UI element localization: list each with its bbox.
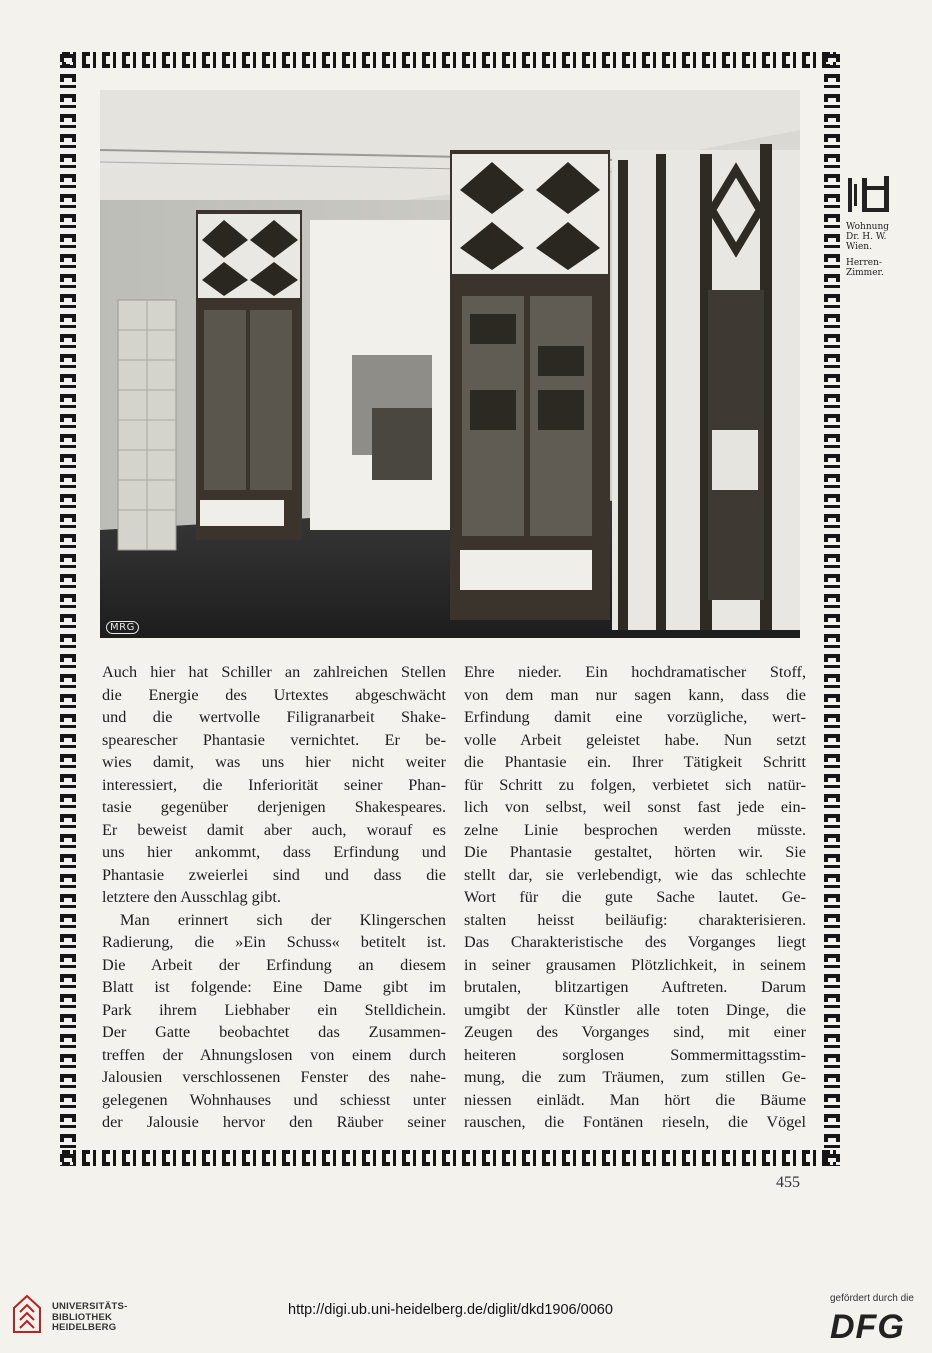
ornamental-border-bottom <box>60 1150 840 1166</box>
page-number: 455 <box>776 1174 800 1191</box>
text-column-left <box>102 661 446 1134</box>
text-line: umgibt der Künstler alle toten Dinge, die <box>464 1000 806 1019</box>
text-line: Wort für die gute Sache lautet. Ge- <box>464 888 806 906</box>
text-line: mung, die zum Träumen, zum stillen Ge- <box>464 1068 806 1086</box>
text-line: interessiert, die Inferiorität seiner Phan- <box>102 775 446 794</box>
text-line: volle Arbeit geleistet habe. Nun setzt <box>464 730 806 749</box>
text-line: der Jalousie hervor den Räuber seiner <box>102 1113 446 1131</box>
text-line: gelegenen Wohnhauses und schiesst unter <box>102 1090 446 1109</box>
text-line: Man erinnert sich der Klingerschen <box>120 910 446 929</box>
text-line: Erfindung damit eine vorzügliche, wert- <box>464 708 806 726</box>
caption-line: Zimmer. <box>846 268 884 278</box>
dfg-logo: DFG <box>830 1308 905 1346</box>
photographer-mark: MRG <box>106 621 139 634</box>
text-line: stalten heisst beiläufig: charakterisieren. <box>464 910 806 929</box>
text-line: Phantasie zweierlei sind und dass die <box>102 865 446 884</box>
text-line: treffen der Ahnungslosen von einem durch <box>102 1045 446 1064</box>
text-column-right <box>464 661 806 1134</box>
text-line: die Energie des Urtextes abgeschwächt <box>102 685 446 704</box>
text-line: Blatt ist folgende: Eine Dame gibt im <box>102 978 446 996</box>
source-url-link[interactable]: http://digi.ub.uni-heidelberg.de/diglit/dkd1906/0060 <box>288 1302 613 1318</box>
interior-photograph <box>100 90 800 638</box>
interior-photograph-drawing <box>100 90 800 638</box>
text-line: für Schritt zu folgen, verbietet sich natür- <box>464 775 806 794</box>
monogram-icon <box>846 172 906 216</box>
text-line: in seiner grausamen Plötzlichkeit, in seinem <box>464 955 806 974</box>
text-line: letztere den Ausschlag gibt. <box>102 888 281 906</box>
text-line: Die Phantasie gestaltet, hörten wir. Sie <box>464 843 806 861</box>
text-line: Auch hier hat Schiller an zahlreichen Stellen <box>102 663 446 681</box>
text-line: stellt dar, sie verlebendigt, wie das schlechte <box>464 865 806 884</box>
library-name-line: HEIDELBERG <box>52 1322 117 1333</box>
text-line: von dem man nur sagen kann, dass die <box>464 685 806 704</box>
text-line: die Phantasie ein. Ihrer Tätigkeit Schritt <box>464 753 806 771</box>
caption-line: Dr. H. W. <box>846 232 887 242</box>
caption-line: Wohnung <box>846 222 890 232</box>
text-line: heiteren sorglosen Sommermittagsstim- <box>464 1045 806 1064</box>
paragraph <box>102 661 446 909</box>
text-line: Der Gatte beobachtet das Zusammen- <box>102 1023 446 1041</box>
caption-line: Wien. <box>846 242 872 252</box>
text-line: Park ihrem Liebhaber ein Stelldichein. <box>102 1000 446 1019</box>
text-line: Das Charakteristische des Vorganges liegt <box>464 933 806 951</box>
library-name-line: BIBLIOTHEK <box>52 1311 113 1323</box>
text-line: tasie gegenüber derjenigen Shakespeares. <box>102 798 446 816</box>
text-line: und die wertvolle Filigranarbeit Shake- <box>102 708 446 726</box>
text-line: spearescher Phantasie vernichtet. Er be- <box>102 730 446 749</box>
image-caption <box>846 222 926 278</box>
text-line: rauschen, die Fontänen rieseln, die Vögel <box>464 1113 806 1131</box>
text-line: niessen einlädt. Man hört die Bäume <box>464 1090 806 1109</box>
ornamental-border-top <box>60 52 840 68</box>
paragraph <box>102 909 446 1134</box>
caption-line: Herren- <box>846 258 882 268</box>
text-line: lich von selbst, weil sonst fast jede ein- <box>464 798 806 816</box>
text-line: Radierung, die »Ein Schuss« betitelt ist. <box>102 933 446 951</box>
ornamental-border-left <box>60 52 76 1166</box>
text-line: brutalen, blitzartigen Auftreten. Darum <box>464 978 806 996</box>
text-line: Jalousien verschlossenen Fenster des nahe- <box>102 1068 446 1086</box>
library-name-line: UNIVERSITÄTS- <box>52 1301 128 1312</box>
text-line: zelne Linie besprochen werden müsste. <box>464 820 806 839</box>
text-line: Ehre nieder. Ein hochdramatischer Stoff, <box>464 663 806 681</box>
text-line: Die Arbeit der Erfindung an diesem <box>102 955 446 974</box>
text-line: uns hier ankommt, dass Erfindung und <box>102 843 446 861</box>
funded-by-label: gefördert durch die <box>830 1293 914 1304</box>
university-library-logo-icon <box>12 1294 42 1334</box>
text-line: wies damit, was uns hier nicht weiter <box>102 753 446 771</box>
text-line: Er beweist damit aber auch, worauf es <box>102 820 446 839</box>
library-name <box>52 1302 127 1334</box>
paragraph <box>464 661 806 1134</box>
ornamental-border-right <box>824 52 840 1166</box>
text-line: Zeugen des Vorganges sind, mit einer <box>464 1023 806 1041</box>
